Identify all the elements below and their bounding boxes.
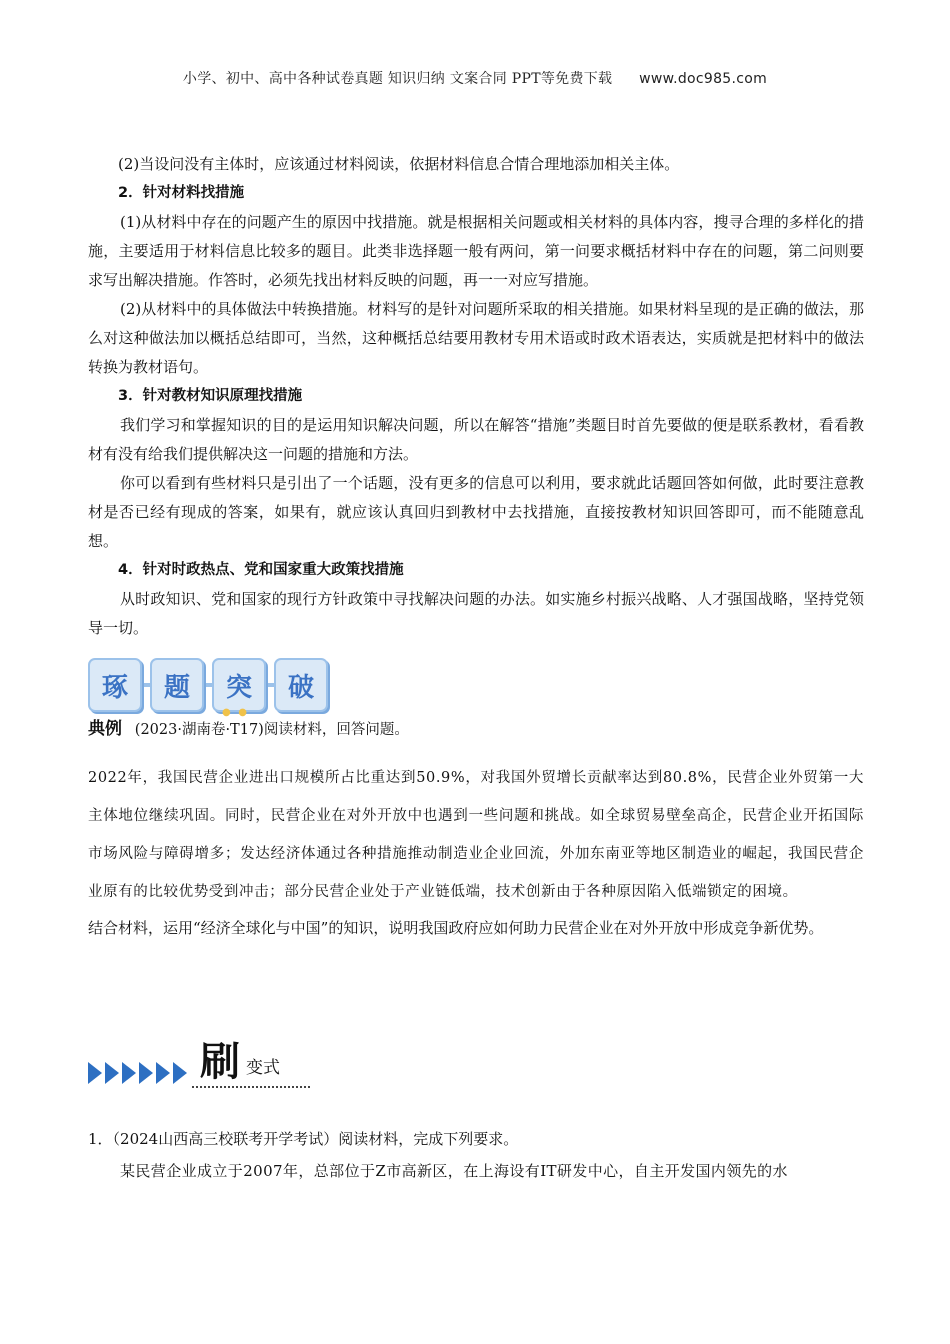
question-1 [88, 1124, 864, 1186]
bianshi-label: 变式 [246, 1058, 280, 1078]
badge-char: 题 [150, 658, 204, 712]
zhuo-ti-tu-po-banner [88, 658, 328, 718]
example-block [88, 715, 864, 943]
section-heading: 4．针对时政热点、党和国家重大政策找措施 [118, 562, 404, 578]
paragraph: (2)当设问没有主体时，应该通过材料阅读，依据材料信息合情合理地添加相关主体。 [118, 155, 680, 173]
paragraph: (2)从材料中的具体做法中转换措施。材料写的是针对问题所采取的相关措施。如果材料呈现的是正确的做法，那么对这种做法加以概括总结即可，当然，这种概括总结要用教材专用术语或时政术语表达，实质就是把材料中的做法转换为教材语句。 [88, 300, 864, 376]
question-1-material: 某民营企业成立于2007年，总部位于Z市高新区，在上海设有IT研发中心，自主开发国内领先的水 [120, 1162, 788, 1180]
badge-char: 琢 [88, 658, 142, 712]
paragraph: 你可以看到有些材料只是引出了一个话题，没有更多的信息可以利用，要求就此话题回答如何做，此时要注意教材是否已经有现成的答案，如果有，就应该认真回归到教材中去找措施，直接按教材知识回答即可，而不能随意乱想。 [88, 474, 864, 550]
question-1-title: 1．（2024山西高三校联考开学考试）阅读材料，完成下列要求。 [88, 1130, 519, 1148]
paragraph: 我们学习和掌握知识的目的是运用知识解决问题，所以在解答“措施”类题目时首先要做的便是联系教材，看看教材有没有给我们提供解决这一问题的措施和方法。 [88, 416, 864, 463]
shua-bianshi-banner [88, 1040, 280, 1084]
shua-char: 刷 [200, 1038, 240, 1085]
section-heading: 3．针对教材知识原理找措施 [118, 388, 303, 404]
example-material: 2022年，我国民营企业进出口规模所占比重达到50.9%，对我国外贸增长贡献率达到80.8%，民营企业外贸第一大主体地位继续巩固。同时，民营企业在对外开放中也遇到一些问题和挑战。如全球贸易壁垒高企，民营企业开拓国际市场风险与障碍增多；发达经济体通过各种措施推动制造业企业回流，外加东南亚等地区制造业的崛起，我国民营企业原有的比较优势受到冲击；部分民营企业处于产业链低端，技术创新由于各种原因陷入低端锁定的困境。 [88, 770, 864, 900]
header-site-link[interactable]: www.doc985.com [639, 71, 768, 87]
section-heading: 2．针对材料找措施 [118, 185, 245, 201]
example-source: (2023·湖南卷·T17)阅读材料，回答问题。 [134, 722, 409, 738]
example-question: 结合材料，运用“经济全球化与中国”的知识，说明我国政府应如何助力民营企业在对外开放中形成竞争新优势。 [88, 919, 824, 937]
badge-char: 突 ● ● [212, 658, 266, 712]
paragraph: 从时政知识、党和国家的现行方针政策中寻找解决问题的办法。如实施乡村振兴战略、人才强国战略，坚持党领导一切。 [88, 590, 864, 637]
badge-char: 破 [274, 658, 328, 712]
page-header [0, 68, 950, 88]
example-tag: 典例 [88, 719, 122, 739]
header-text: 小学、初中、高中各种试卷真题 知识归纳 文案合同 PPT等免费下载 [182, 71, 613, 87]
paragraph: (1)从材料中存在的问题产生的原因中找措施。就是根据相关问题或相关材料的具体内容，搜寻合理的多样化的措施，主要适用于材料信息比较多的题目。此类非选择题一般有两问，第一问要求概括材料中存在的问题，第二问则要求写出解决措施。作答时，必须先找出材料反映的问题，再一一对应写措施。 [88, 213, 864, 289]
chevron-arrows-icon [88, 1062, 190, 1084]
method-section [88, 150, 864, 643]
